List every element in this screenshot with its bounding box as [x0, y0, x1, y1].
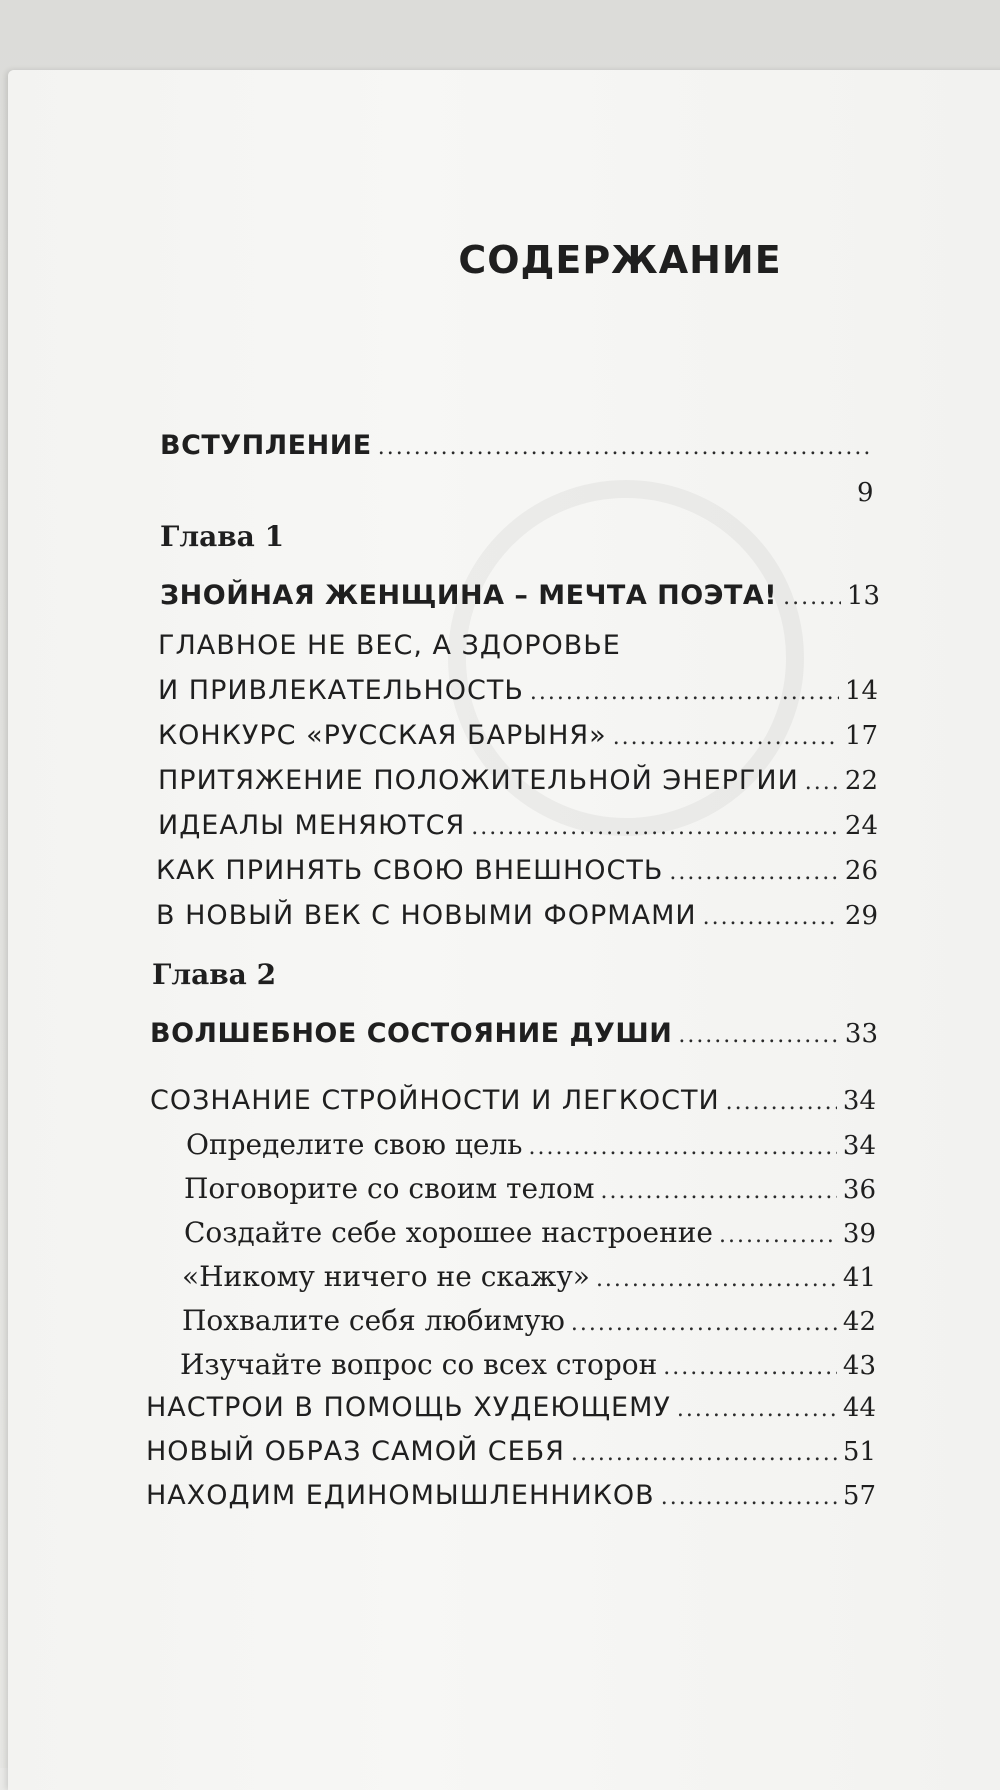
toc-entry [158, 675, 878, 706]
dot-leader [805, 770, 839, 795]
toc-entry-title: ПРИТЯЖЕНИЕ ПОЛОЖИТЕЛЬНОЙ ЭНЕРГИИ [158, 765, 799, 796]
toc-entry-title: КАК ПРИНЯТЬ СВОЮ ВНЕШНОСТЬ [156, 855, 664, 886]
toc-entry [184, 1172, 876, 1205]
dot-leader [471, 815, 839, 840]
toc-entry [146, 1436, 876, 1467]
toc-entry-title: НОВЫЙ ОБРАЗ САМОЙ СЕБЯ [146, 1436, 565, 1467]
dot-leader [530, 680, 839, 705]
dot-leader [529, 1135, 837, 1160]
toc-entry-title: СОЗНАНИЕ СТРОЙНОСТИ И ЛЕГКОСТИ [150, 1085, 720, 1116]
dot-leader [726, 1090, 837, 1115]
toc-entry [186, 1128, 876, 1161]
toc-entry-page: 34 [842, 1131, 876, 1161]
dot-leader [783, 585, 841, 610]
toc-entry-page: 13 [846, 581, 880, 611]
dot-leader [571, 1311, 837, 1336]
toc-entry-title: Изучайте вопрос со всех сторон [180, 1348, 658, 1381]
dot-leader [663, 1355, 837, 1380]
toc-entry-title: НАСТРОИ В ПОМОЩЬ ХУДЕЮЩЕМУ [146, 1392, 671, 1423]
toc-entry-page: 42 [842, 1307, 876, 1337]
toc-entry-page: 9 [857, 478, 874, 508]
toc-entry-title: В НОВЫЙ ВЕК С НОВЫМИ ФОРМАМИ [156, 900, 697, 931]
toc-entry-title: ЗНОЙНАЯ ЖЕНЩИНА – МЕЧТА ПОЭТА! [160, 580, 778, 611]
toc-entry-title: ВОЛШЕБНОЕ СОСТОЯНИЕ ДУШИ [150, 1018, 673, 1049]
toc-entry [146, 1480, 876, 1511]
toc-entry-title: КОНКУРС «РУССКАЯ БАРЫНЯ» [158, 720, 607, 751]
toc-entry-title: ИДЕАЛЫ МЕНЯЮТСЯ [158, 810, 466, 841]
toc-entry-title: Создайте себе хорошее настроение [184, 1216, 713, 1249]
toc-entry-title: Определите свою цель [186, 1128, 523, 1161]
toc-entry-page: 44 [842, 1393, 876, 1423]
toc-entry [158, 720, 878, 751]
toc-entry-title-line1: ГЛАВНОЕ НЕ ВЕС, А ЗДОРОВЬЕ [158, 630, 621, 661]
toc-entry-page: 14 [844, 676, 878, 706]
dot-leader [601, 1179, 837, 1204]
toc-entry-page: 57 [842, 1481, 876, 1511]
dot-leader [613, 725, 839, 750]
toc-entry-page: 43 [842, 1351, 876, 1381]
toc-entry [158, 810, 878, 841]
dot-leader [703, 905, 839, 930]
toc-entry [156, 855, 878, 886]
toc-entry [158, 765, 878, 796]
toc-entry-page: 29 [844, 901, 878, 931]
toc-entry-page: 26 [844, 856, 878, 886]
toc-entry [180, 1348, 876, 1381]
toc-entry-chapter1 [160, 580, 880, 611]
toc-entry-title: Похвалите себя любимую [182, 1304, 565, 1337]
toc-entry-page: 17 [844, 721, 878, 751]
page-title: СОДЕРЖАНИЕ [458, 238, 782, 282]
toc-entry-page: 41 [842, 1263, 876, 1293]
chapter-label: Глава 2 [152, 958, 277, 991]
dot-leader [678, 1023, 839, 1048]
toc-entry-page: 24 [844, 811, 878, 841]
toc-entry [146, 1392, 876, 1423]
toc-entry-chapter2 [150, 1018, 878, 1049]
toc-entry-intro [160, 430, 880, 461]
toc-entry-page: 51 [842, 1437, 876, 1467]
toc-entry [182, 1304, 876, 1337]
dot-leader [661, 1485, 837, 1510]
dot-leader [677, 1397, 837, 1422]
dot-leader [669, 860, 839, 885]
toc-entry [182, 1260, 876, 1293]
chapter-label: Глава 1 [160, 520, 285, 553]
toc-entry-page: 39 [842, 1219, 876, 1249]
toc-entry-title: НАХОДИМ ЕДИНОМЫШЛЕННИКОВ [146, 1480, 655, 1511]
toc-entry-page: 33 [844, 1019, 878, 1049]
toc-entry [150, 1085, 876, 1116]
toc-entry-title: «Никому ничего не скажу» [182, 1260, 590, 1293]
toc-entry-page: 34 [842, 1086, 876, 1116]
dot-leader [719, 1223, 837, 1248]
toc-entry [156, 900, 878, 931]
toc-entry-title: Поговорите со своим телом [184, 1172, 595, 1205]
toc-entry-title: И ПРИВЛЕКАТЕЛЬНОСТЬ [158, 675, 524, 706]
toc-entry-title: ВСТУПЛЕНИЕ [160, 430, 372, 461]
dot-leader [378, 435, 874, 460]
dot-leader [571, 1441, 837, 1466]
toc-entry [184, 1216, 876, 1249]
toc-entry-page: 22 [844, 766, 878, 796]
toc-entry-page: 36 [842, 1175, 876, 1205]
dot-leader [596, 1267, 837, 1292]
